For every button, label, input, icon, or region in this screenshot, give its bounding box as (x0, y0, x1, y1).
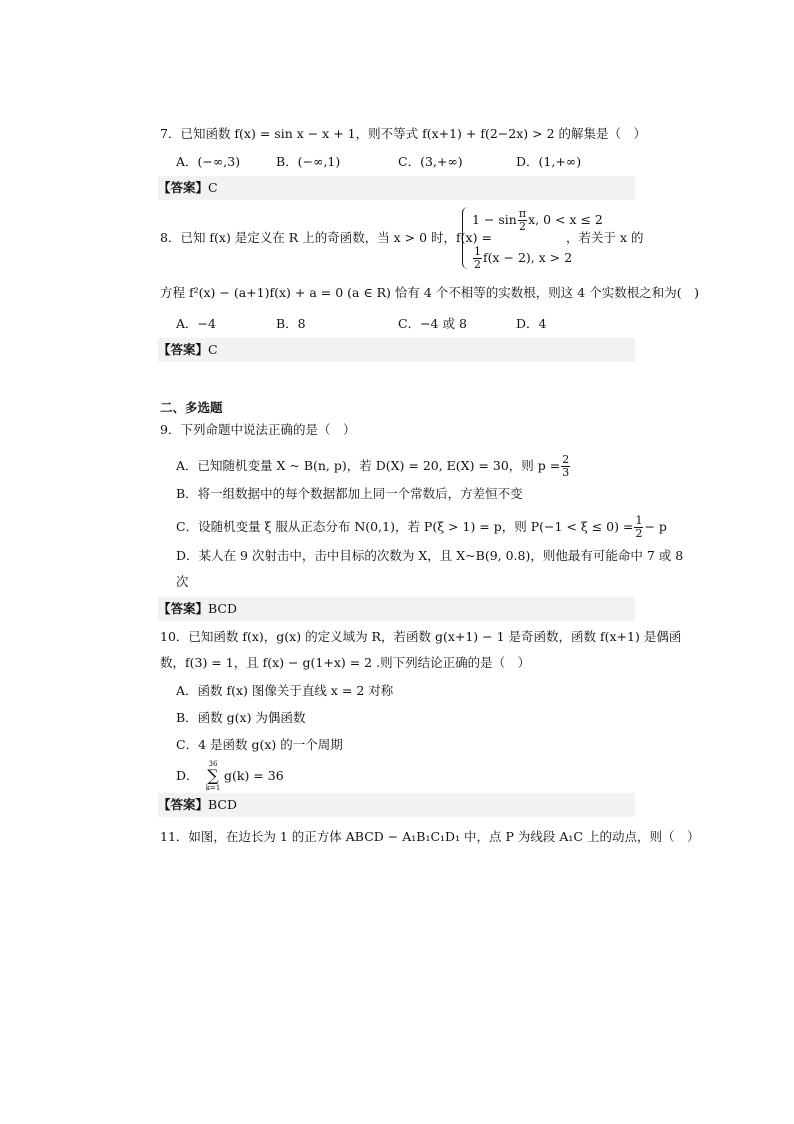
frac-denominator: 2 (474, 258, 481, 271)
sum-upper-limit: 36 (208, 760, 218, 768)
section-title: 二、多选题 (160, 400, 223, 415)
piece1-condition: x, 0 < x ≤ 2 (528, 212, 603, 227)
q7-answer: C (208, 180, 218, 195)
q9-option-d-line2: 次 (176, 574, 189, 589)
q9-option-a-text: A．已知随机变量 X ~ B(n, p)，若 D(X) = 20, E(X) = 30，则 p = (176, 458, 561, 473)
q9-answer: BCD (208, 601, 238, 616)
answer-label: 【答案】 (158, 601, 209, 616)
q9-option-c-tail: − p (644, 519, 667, 534)
piece2-condition: f(x − 2), x > 2 (483, 250, 573, 265)
pi-over-2-fraction (518, 208, 527, 233)
q8-answer: C (208, 342, 218, 357)
piecewise-brace (462, 207, 469, 269)
q10-stem-line1: 10．已知函数 f(x)，g(x) 的定义域为 R，若函数 g(x+1) − 1 是奇函数，函数 f(x+1) 是偶函 (160, 629, 682, 644)
q10-option-a: A．函数 f(x) 图像关于直线 x = 2 对称 (176, 683, 394, 698)
frac-numerator: 1 (635, 514, 643, 527)
q8-stem-start: 8．已知 f(x) 是定义在 R 上的奇函数，当 x > 0 时，f(x) = (160, 230, 492, 245)
half-fraction (473, 246, 482, 271)
frac-numerator: 2 (562, 453, 570, 466)
q8-option-b: B．8 (276, 316, 306, 331)
q10-option-c: C．4 是函数 g(x) 的一个周期 (176, 737, 343, 752)
q7-option-c: C．(3,+∞) (398, 154, 463, 169)
q9-option-a (176, 454, 571, 479)
q10-option-d-expr: g(k) = 36 (224, 768, 284, 783)
q10-option-b: B．函数 g(x) 为偶函数 (176, 710, 306, 725)
summation-symbol (204, 760, 222, 792)
q8-answer-box (158, 338, 635, 362)
q7-stem: 7．已知函数 f(x) = sin x − x + 1，则不等式 f(x+1) + f(2−2x) > 2 的解集是（ ） (160, 126, 647, 141)
q8-option-a: A．−4 (176, 316, 216, 331)
q7-option-b: B．(−∞,1) (276, 154, 341, 169)
sigma-icon: ∑ (207, 766, 219, 785)
q10-stem-line2: 数，f(3) = 1，且 f(x) − g(1+x) = 2 .则下列结论正确的是（ ） (160, 655, 531, 670)
two-thirds-fraction (561, 454, 570, 479)
sum-lower-limit: k=1 (205, 784, 221, 792)
q8-option-c: C．−4 或 8 (398, 316, 467, 331)
frac-numerator: 1 (474, 245, 481, 258)
q7-option-d: D．(1,+∞) (516, 154, 582, 169)
frac-numerator: π (518, 207, 527, 220)
q8-option-d: D．4 (516, 316, 547, 331)
frac-denominator: 2 (635, 527, 643, 540)
q11-stem: 11．如图，在边长为 1 的正方体 ABCD − A₁B₁C₁D₁ 中，点 P 为线段 A₁C 上的动点，则（ ） (160, 829, 700, 844)
q9-option-b: B．将一组数据中的每个数据都加上同一个常数后，方差恒不变 (176, 486, 523, 501)
q10-answer-box (158, 793, 635, 817)
frac-denominator: 3 (562, 466, 570, 479)
half-fraction (634, 515, 643, 540)
q7-option-a: A．(−∞,3) (176, 154, 241, 169)
q8-stem-tail: ，若关于 x 的 (566, 230, 644, 245)
q10-answer: BCD (208, 797, 238, 812)
q8-options (176, 315, 596, 333)
q7-options (176, 153, 596, 171)
q9-stem: 9．下列命题中说法正确的是（ ） (160, 422, 356, 437)
q9-option-d-line1: D．某人在 9 次射击中，击中目标的次数为 X，且 X~B(9, 0.8)，则他最有可能命中 7 或 8 (176, 548, 684, 563)
q9-answer-box (158, 597, 635, 621)
answer-label: 【答案】 (158, 180, 209, 195)
piece1-prefix: 1 − sin (472, 212, 517, 227)
q9-option-c (176, 515, 667, 540)
q8-stem-line2: 方程 f²(x) − (a+1)f(x) + a = 0 (a ∈ R) 恰有 4 个不相等的实数根，则这 4 个实数根之和为( ) (160, 285, 699, 300)
q9-option-c-text: C．设随机变量 ξ 服从正态分布 N(0,1)，若 P(ξ > 1) = p，则 P(−1 < ξ ≤ 0) = (176, 519, 634, 534)
answer-label: 【答案】 (158, 797, 209, 812)
q7-answer-box (158, 176, 635, 200)
answer-label: 【答案】 (158, 342, 209, 357)
q8-piece-2 (472, 246, 572, 271)
q10-option-d-prefix: D． (176, 768, 199, 783)
frac-denominator: 2 (518, 220, 526, 233)
